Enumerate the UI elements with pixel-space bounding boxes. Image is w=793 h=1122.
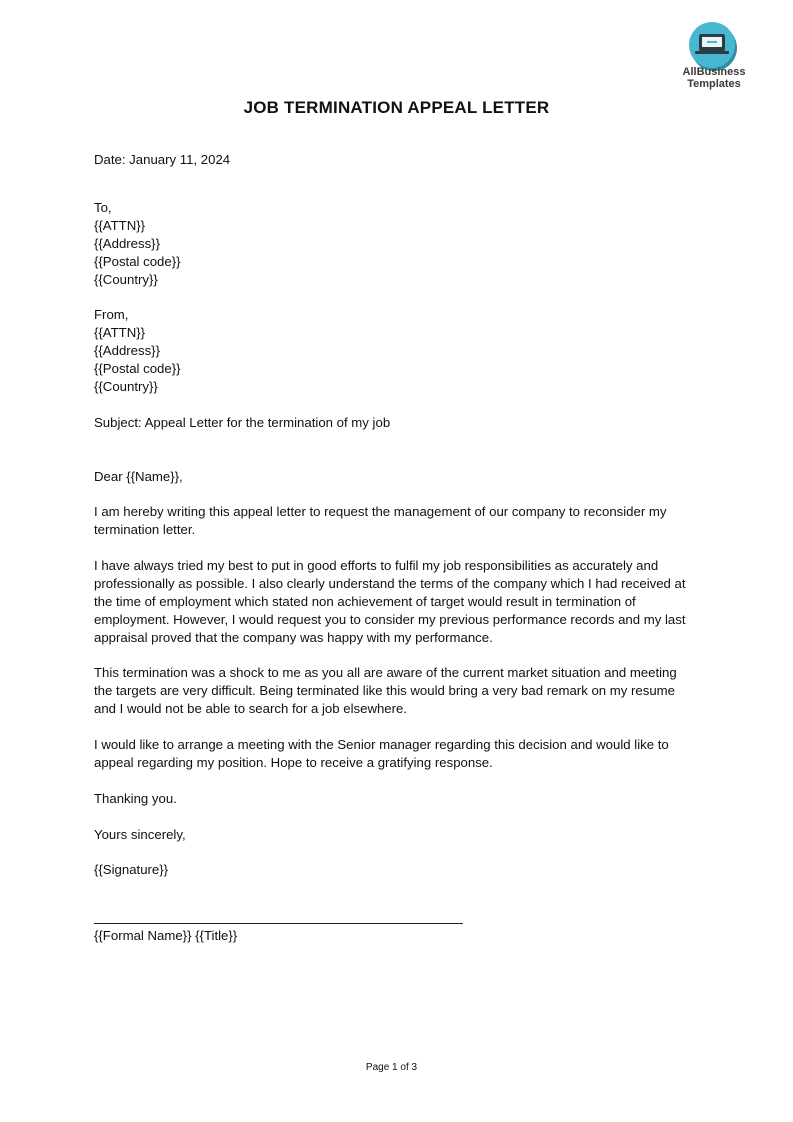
paragraph-line: I have always tried my best to put in good efforts to fulfil my job responsibilities as accurately and	[94, 558, 659, 573]
from-label: From,	[94, 307, 129, 322]
document-title: JOB TERMINATION APPEAL LETTER	[243, 98, 550, 117]
to-country: {{Country}}	[94, 272, 158, 287]
paragraph-line: termination letter.	[94, 522, 196, 537]
logo-text-line1: AllBusiness	[682, 66, 746, 78]
from-address: {{Address}}	[94, 343, 160, 358]
signature-rule	[94, 923, 463, 924]
paragraph-line: appraisal proved that the company was happy with my performance.	[94, 630, 493, 645]
to-postal-code: {{Postal code}}	[94, 254, 181, 269]
subject-line: Subject: Appeal Letter for the termination of my job	[94, 415, 391, 430]
formal-name: {{Formal Name}} {{Title}}	[94, 928, 238, 943]
paragraph-line: appeal regarding my position. Hope to receive a gratifying response.	[94, 755, 493, 770]
to-label: To,	[94, 200, 112, 215]
paragraph-line: the targets are very difficult. Being terminated like this would bring a very bad remark on my resume	[94, 683, 676, 698]
paragraph-line: This termination was a shock to me as you all are aware of the current market situation and meeting	[94, 665, 677, 680]
signature-placeholder: {{Signature}}	[94, 862, 169, 877]
paragraph-line: the time of employment which stated non achievement of target would result in termination of	[94, 594, 636, 609]
salutation: Dear {{Name}},	[94, 469, 183, 484]
to-address: {{Address}}	[94, 236, 160, 251]
laptop-icon	[689, 22, 735, 68]
from-country: {{Country}}	[94, 379, 158, 394]
closing-line: Yours sincerely,	[94, 827, 186, 842]
thanks-line: Thanking you.	[94, 791, 177, 806]
paragraph-line: and I would not be able to search for a job elsewhere.	[94, 701, 408, 716]
paragraph-line: professionally as possible. I also clearly understand the terms of the company which I had received at	[94, 576, 686, 591]
to-attn: {{ATTN}}	[94, 218, 146, 233]
from-attn: {{ATTN}}	[94, 325, 146, 340]
logo-text-line2: Templates	[687, 78, 741, 90]
paragraph-line: employment. However, I would request you to consider my previous performance records and my last	[94, 612, 686, 627]
date-line: Date: January 11, 2024	[94, 152, 231, 167]
paragraph-line: I am hereby writing this appeal letter to request the management of our company to reconsider my	[94, 504, 667, 519]
from-postal-code: {{Postal code}}	[94, 361, 181, 376]
paragraph-line: I would like to arrange a meeting with the Senior manager regarding this decision and would like to	[94, 737, 669, 752]
page-footer: Page 1 of 3	[365, 1062, 418, 1073]
